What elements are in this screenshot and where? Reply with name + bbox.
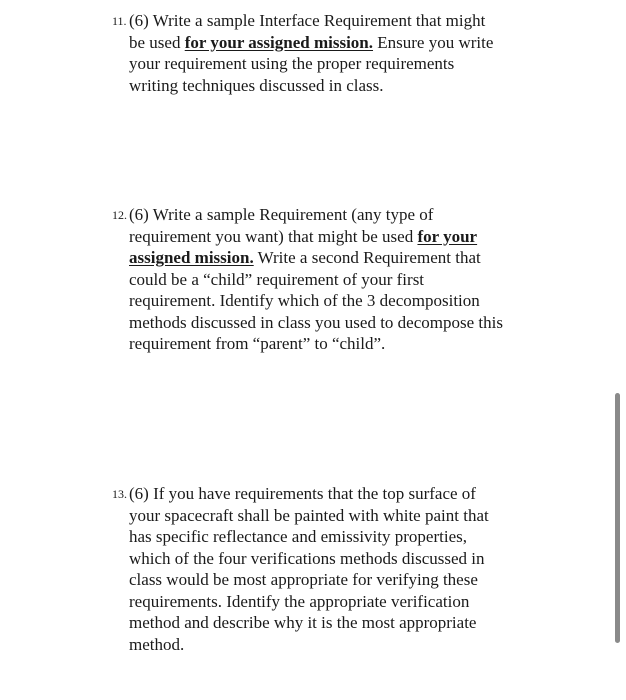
text-line: your spacecraft shall be painted with white paint that <box>129 505 489 525</box>
emphasized-text: for your <box>417 226 478 246</box>
text-line: writing techniques discussed in class. <box>129 75 384 95</box>
text-line: requirement you want) that might be used for your <box>129 226 478 246</box>
text-line: which of the four verifications methods discussed in <box>129 548 485 568</box>
text-line: method and describe why it is the most appropriate <box>129 613 477 632</box>
question-13 <box>112 483 552 655</box>
question-12 <box>112 204 552 355</box>
emphasized-text: assigned mission. <box>129 248 254 267</box>
text-line: has specific reflectance and emissivity properties, <box>129 527 467 546</box>
text-line: (6) If you have requirements that the top surface of <box>129 484 476 503</box>
text-line: requirement from “parent” to “child”. <box>129 334 386 353</box>
question-11 <box>112 10 552 96</box>
text-line: your requirement using the proper requirements <box>129 54 455 73</box>
text-line: could be a “child” requirement of your first <box>129 269 425 289</box>
text-line: requirement. Identify which of the 3 decomposition <box>129 291 480 310</box>
question-text <box>112 10 552 96</box>
question-text <box>112 204 552 355</box>
text-line: requirements. Identify the appropriate verification <box>129 591 470 611</box>
text-line: (6) Write a sample Requirement (any type of <box>129 205 434 224</box>
question-text <box>112 483 552 655</box>
text-line: class would be most appropriate for verifying these <box>129 570 478 589</box>
text-line: methods discussed in class you used to decompose this <box>129 312 503 332</box>
text-line: assigned mission. Write a second Requirement that <box>129 248 481 267</box>
question-number: 13. <box>112 487 127 501</box>
vertical-scrollbar[interactable] <box>615 393 620 643</box>
text-line: be used for your assigned mission. Ensure you write <box>129 32 494 52</box>
emphasized-text: for your assigned mission. <box>184 32 374 52</box>
question-number: 12. <box>112 208 127 222</box>
text-line: (6) Write a sample Interface Requirement that might <box>129 11 486 30</box>
question-number: 11. <box>112 14 127 28</box>
text-line: method. <box>129 634 185 654</box>
